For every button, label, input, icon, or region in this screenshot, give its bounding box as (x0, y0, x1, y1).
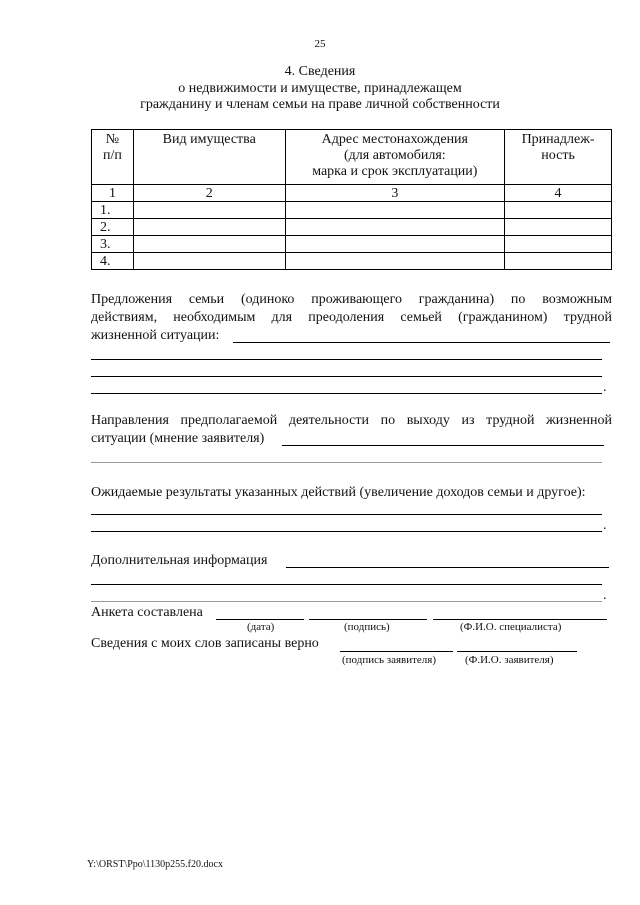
period-mark: . (603, 588, 607, 603)
column-number: 4 (505, 185, 612, 202)
section-heading-line2: о недвижимости и имуществе, принадлежащем (178, 81, 462, 96)
additional-info-field-1[interactable] (286, 567, 609, 568)
proposals-text-line1: Предложения семьи (одиноко проживающего гражданина) по возможным (91, 292, 612, 307)
proposals-field-1[interactable] (233, 342, 610, 343)
date-caption: (дата) (247, 621, 275, 633)
table-cell[interactable] (133, 202, 285, 219)
header-text: (для автомобиля: (344, 148, 446, 163)
signature-caption: (подпись) (344, 621, 390, 633)
additional-info-label: Дополнительная информация (91, 553, 268, 568)
applicant-name-caption: (Ф.И.О. заявителя) (465, 654, 554, 666)
additional-info-field-2[interactable] (91, 584, 602, 585)
compiled-label: Анкета составлена (91, 605, 203, 620)
header-text: Принадлеж- (521, 132, 595, 147)
column-number: 1 (92, 185, 134, 202)
header-number (92, 130, 134, 185)
date-field[interactable] (216, 619, 304, 620)
column-number-row (92, 185, 612, 202)
section-heading-line3: гражданину и членам семьи на праве личной собственности (140, 97, 500, 112)
applicant-signature-caption: (подпись заявителя) (342, 654, 437, 666)
proposals-text-line3: жизненной ситуации: (91, 328, 220, 343)
table-cell[interactable] (285, 253, 505, 270)
proposals-field-4[interactable] (91, 393, 602, 394)
verified-label: Сведения с моих слов записаны верно (91, 636, 319, 651)
results-field-1[interactable] (91, 514, 602, 515)
specialist-name-field[interactable] (433, 619, 607, 620)
header-text: марка и срок эксплуатации) (312, 164, 478, 179)
proposals-text-line2: действиям, необходимым для преодоления семьей (гражданином) трудной (91, 310, 612, 325)
table-cell[interactable] (285, 219, 505, 236)
table-cell[interactable] (505, 253, 612, 270)
header-text: п/п (103, 148, 122, 163)
table-header-row (92, 130, 612, 185)
section-heading-number: 4. Сведения (284, 64, 356, 79)
table-row (92, 236, 612, 253)
results-field-2[interactable] (91, 531, 602, 532)
expected-results-text: Ожидаемые результаты указанных действий (увеличение доходов семьи и другое): (91, 485, 586, 500)
header-text: Вид имущества (162, 132, 256, 147)
table-row (92, 253, 612, 270)
table-cell[interactable] (505, 219, 612, 236)
header-address (285, 130, 505, 185)
header-text: № (105, 132, 120, 147)
period-mark: . (603, 518, 607, 533)
header-text: ность (541, 148, 575, 163)
directions-field-1[interactable] (282, 445, 604, 446)
applicant-signature-field[interactable] (340, 651, 453, 652)
proposals-field-2[interactable] (91, 359, 602, 360)
column-number: 2 (133, 185, 285, 202)
table-cell[interactable] (133, 236, 285, 253)
file-path-footer: Y:\ORST\Ppo\1130p255.f20.docx (87, 859, 223, 870)
additional-info-field-3[interactable] (91, 601, 602, 602)
row-number: 3. (92, 236, 134, 253)
period-mark: . (603, 380, 607, 395)
row-number: 1. (92, 202, 134, 219)
header-text: Адрес местонахождения (321, 132, 468, 147)
table-cell[interactable] (133, 253, 285, 270)
directions-text-line1: Направления предполагаемой деятельности по выходу из трудной жизненной (91, 413, 612, 428)
table-row (92, 219, 612, 236)
table-row (92, 202, 612, 219)
row-number: 4. (92, 253, 134, 270)
table-cell[interactable] (285, 236, 505, 253)
header-ownership (505, 130, 612, 185)
directions-field-2[interactable] (91, 462, 602, 463)
directions-text-line2: ситуации (мнение заявителя) (91, 431, 265, 446)
signature-field[interactable] (309, 619, 427, 620)
table-cell[interactable] (133, 219, 285, 236)
column-number: 3 (285, 185, 505, 202)
row-number: 2. (92, 219, 134, 236)
header-property-type (133, 130, 285, 185)
property-table (91, 129, 612, 270)
applicant-name-field[interactable] (457, 651, 577, 652)
table-cell[interactable] (505, 202, 612, 219)
table-cell[interactable] (285, 202, 505, 219)
specialist-name-caption: (Ф.И.О. специалиста) (460, 621, 562, 633)
proposals-field-3[interactable] (91, 376, 602, 377)
page-number: 25 (314, 38, 326, 50)
table-cell[interactable] (505, 236, 612, 253)
